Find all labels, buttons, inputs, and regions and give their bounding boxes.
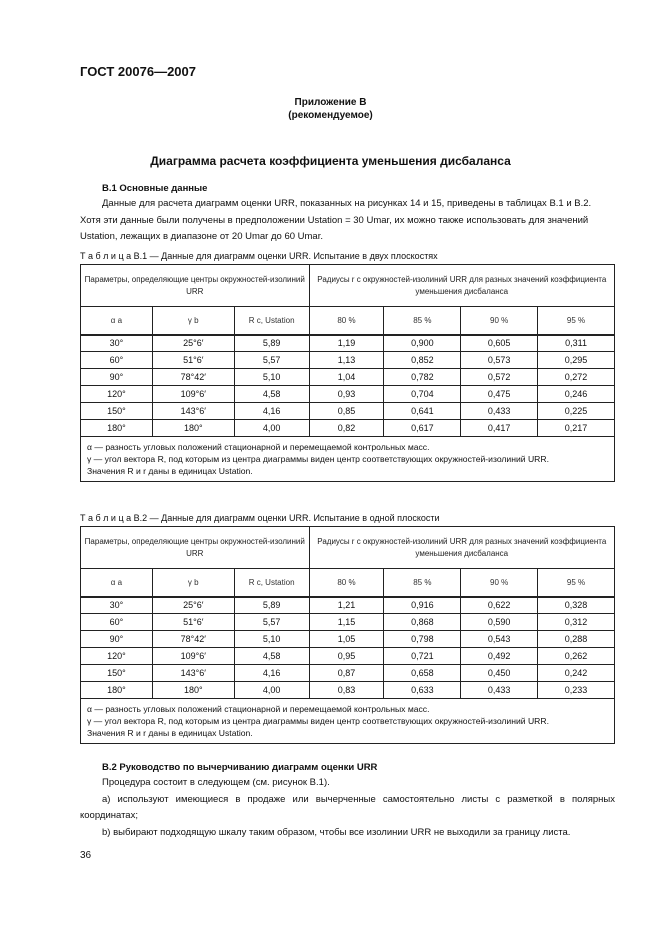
- table-cell: 0,272: [538, 369, 615, 386]
- table-cell: 1,05: [309, 631, 384, 648]
- table1-col-gamma: γ b: [152, 307, 234, 335]
- table1-fn-a: α — разность угловых положений стационарной и перемещаемой контрольных масс.: [87, 442, 430, 452]
- table1-col-alpha: α a: [81, 307, 153, 335]
- table-cell: 0,543: [461, 631, 538, 648]
- table1-col-85: 85 %: [384, 307, 461, 335]
- table-cell: 0,782: [384, 369, 461, 386]
- table1-col-95: 95 %: [538, 307, 615, 335]
- table-cell: 0,475: [461, 386, 538, 403]
- b1-heading: В.1 Основные данные: [102, 183, 208, 194]
- table-cell: 25°6′: [152, 335, 234, 352]
- table-cell: 109°6′: [152, 648, 234, 665]
- table2-fn-b: γ — угол вектора R, под которым из центра диаграммы виден центр соответствующих окружностей-изолиний URR.: [87, 716, 549, 726]
- table-row: [81, 386, 615, 403]
- table-cell: 30°: [81, 335, 153, 352]
- table-row: [81, 369, 615, 386]
- table-cell: 0,798: [384, 631, 461, 648]
- appendix-title: Приложение В: [294, 97, 367, 108]
- table-cell: 0,916: [384, 597, 461, 614]
- table-cell: 5,89: [234, 597, 309, 614]
- table2-col-85: 85 %: [384, 569, 461, 597]
- table-cell: 90°: [81, 369, 153, 386]
- table-cell: 5,57: [234, 614, 309, 631]
- table1-group-right: Радиусы r c окружностей-изолиний URR для разных значений коэффициента уменьшения дисбаланса: [309, 265, 614, 307]
- table-cell: 0,704: [384, 386, 461, 403]
- table-cell: 0,93: [309, 386, 384, 403]
- table-cell: 4,00: [234, 682, 309, 699]
- table-cell: 143°6′: [152, 403, 234, 420]
- table-cell: 51°6′: [152, 352, 234, 369]
- table-cell: 4,16: [234, 665, 309, 682]
- table-cell: 0,242: [538, 665, 615, 682]
- table-cell: 0,633: [384, 682, 461, 699]
- table-cell: 0,225: [538, 403, 615, 420]
- table1-group-left: Параметры, определяющие центры окружностей-изолиний URR: [81, 265, 310, 307]
- table-cell: 150°: [81, 665, 153, 682]
- table2-fn-c: Значения R и r даны в единицах Ustation.: [87, 728, 253, 738]
- page-number: 36: [80, 850, 92, 861]
- b2-heading: В.2 Руководство по вычерчиванию диаграмм оценки URR: [102, 762, 378, 773]
- table-cell: 0,87: [309, 665, 384, 682]
- table2-col-r: R c, Ustation: [234, 569, 309, 597]
- b1-text-3: Ustation, лежащих в диапазоне от 20 Umar до 60 Umar.: [80, 231, 323, 242]
- table-row: [81, 352, 615, 369]
- table-cell: 0,295: [538, 352, 615, 369]
- table-cell: 4,58: [234, 648, 309, 665]
- table-cell: 0,95: [309, 648, 384, 665]
- table2-caption: Т а б л и ц а В.2 — Данные для диаграмм оценки URR. Испытание в одной плоскости: [80, 513, 440, 523]
- table-cell: 0,82: [309, 420, 384, 437]
- table-cell: 51°6′: [152, 614, 234, 631]
- table-cell: 0,311: [538, 335, 615, 352]
- table-cell: 0,572: [461, 369, 538, 386]
- table-cell: 120°: [81, 648, 153, 665]
- table-row: [81, 631, 615, 648]
- table-cell: 109°6′: [152, 386, 234, 403]
- table-cell: 0,433: [461, 682, 538, 699]
- table-cell: 1,15: [309, 614, 384, 631]
- table-cell: 0,590: [461, 614, 538, 631]
- table-row: [81, 648, 615, 665]
- table-cell: 0,658: [384, 665, 461, 682]
- table-cell: 4,16: [234, 403, 309, 420]
- document-id: ГОСТ 20076—2007: [80, 64, 196, 79]
- table-1: [80, 264, 615, 482]
- table-cell: 0,233: [538, 682, 615, 699]
- table-cell: 0,617: [384, 420, 461, 437]
- table-cell: 0,852: [384, 352, 461, 369]
- table-cell: 90°: [81, 631, 153, 648]
- table-cell: 0,83: [309, 682, 384, 699]
- table-cell: 4,00: [234, 420, 309, 437]
- table-cell: 0,312: [538, 614, 615, 631]
- table-cell: 1,19: [309, 335, 384, 352]
- table-cell: 1,13: [309, 352, 384, 369]
- table2-group-left: Параметры, определяющие центры окружностей-изолиний URR: [81, 527, 310, 569]
- table2-col-gamma: γ b: [152, 569, 234, 597]
- table-cell: 5,10: [234, 369, 309, 386]
- table-cell: 0,246: [538, 386, 615, 403]
- table2-fn-a: α — разность угловых положений стационарной и перемещаемой контрольных масс.: [87, 704, 430, 714]
- b1-paragraph: [80, 196, 615, 246]
- appendix-subtitle: (рекомендуемое): [288, 110, 373, 121]
- table-cell: 0,605: [461, 335, 538, 352]
- table1-footnotes: [81, 437, 615, 482]
- table-cell: 30°: [81, 597, 153, 614]
- table2-col-alpha: α a: [81, 569, 153, 597]
- table-cell: 0,217: [538, 420, 615, 437]
- table-cell: 0,433: [461, 403, 538, 420]
- table-2: [80, 526, 615, 744]
- b2-text-2: a) используют имеющиеся в продаже или вычерченные самостоятельно листы с разметкой в полярных координатах;: [80, 793, 615, 821]
- table-cell: 0,262: [538, 648, 615, 665]
- b1-text-1: Данные для расчета диаграмм оценки URR, показанных на рисунках 14 и 15, приведены в таблицах В.1 и В.2.: [102, 198, 592, 209]
- table2-col-80: 80 %: [309, 569, 384, 597]
- table2-group-right: Радиусы r c окружностей-изолиний URR для разных значений коэффициента уменьшения дисбаланса: [309, 527, 614, 569]
- table-cell: 5,57: [234, 352, 309, 369]
- table-cell: 60°: [81, 614, 153, 631]
- table-cell: 0,492: [461, 648, 538, 665]
- table1-col-90: 90 %: [461, 307, 538, 335]
- table-cell: 0,900: [384, 335, 461, 352]
- table1-fn-c: Значения R и r даны в единицах Ustation.: [87, 466, 253, 476]
- table-cell: 0,573: [461, 352, 538, 369]
- table-cell: 180°: [81, 420, 153, 437]
- table-cell: 143°6′: [152, 665, 234, 682]
- table-cell: 5,89: [234, 335, 309, 352]
- table2-footnotes: [81, 699, 615, 744]
- b2-paragraph: [80, 775, 615, 841]
- table-cell: 60°: [81, 352, 153, 369]
- table-cell: 4,58: [234, 386, 309, 403]
- table-cell: 180°: [152, 420, 234, 437]
- table-cell: 0,641: [384, 403, 461, 420]
- table-row: [81, 682, 615, 699]
- table1-col-r: R c, Ustation: [234, 307, 309, 335]
- table-cell: 180°: [81, 682, 153, 699]
- table-cell: 78°42′: [152, 369, 234, 386]
- b2-text-1: Процедура состоит в следующем (см. рисунок В.1).: [102, 777, 330, 788]
- table-cell: 0,622: [461, 597, 538, 614]
- table-cell: 0,288: [538, 631, 615, 648]
- table2-col-95: 95 %: [538, 569, 615, 597]
- table-row: [81, 665, 615, 682]
- table-cell: 120°: [81, 386, 153, 403]
- table-cell: 0,868: [384, 614, 461, 631]
- table-cell: 5,10: [234, 631, 309, 648]
- table-cell: 0,417: [461, 420, 538, 437]
- table-cell: 150°: [81, 403, 153, 420]
- table1-fn-b: γ — угол вектора R, под которым из центра диаграммы виден центр соответствующих окружностей-изолиний URR.: [87, 454, 549, 464]
- table-cell: 0,450: [461, 665, 538, 682]
- table-cell: 0,721: [384, 648, 461, 665]
- table-row: [81, 335, 615, 352]
- table-row: [81, 597, 615, 614]
- table-cell: 0,328: [538, 597, 615, 614]
- b2-text-3: b) выбирают подходящую шкалу таким образом, чтобы все изолинии URR не выходили за границу листа.: [102, 826, 571, 838]
- table-cell: 78°42′: [152, 631, 234, 648]
- table-row: [81, 420, 615, 437]
- table-cell: 25°6′: [152, 597, 234, 614]
- table-cell: 180°: [152, 682, 234, 699]
- table-row: [81, 403, 615, 420]
- table1-col-80: 80 %: [309, 307, 384, 335]
- table2-col-90: 90 %: [461, 569, 538, 597]
- table-cell: 1,04: [309, 369, 384, 386]
- table-cell: 0,85: [309, 403, 384, 420]
- table-cell: 1,21: [309, 597, 384, 614]
- section-title: Диаграмма расчета коэффициента уменьшения дисбаланса: [150, 154, 511, 168]
- table1-caption: Т а б л и ц а В.1 — Данные для диаграмм оценки URR. Испытание в двух плоскостях: [80, 251, 438, 261]
- table-row: [81, 614, 615, 631]
- b1-text-2: Хотя эти данные были получены в предположении Ustation = 30 Umar, их можно также использовать для значений: [80, 214, 589, 226]
